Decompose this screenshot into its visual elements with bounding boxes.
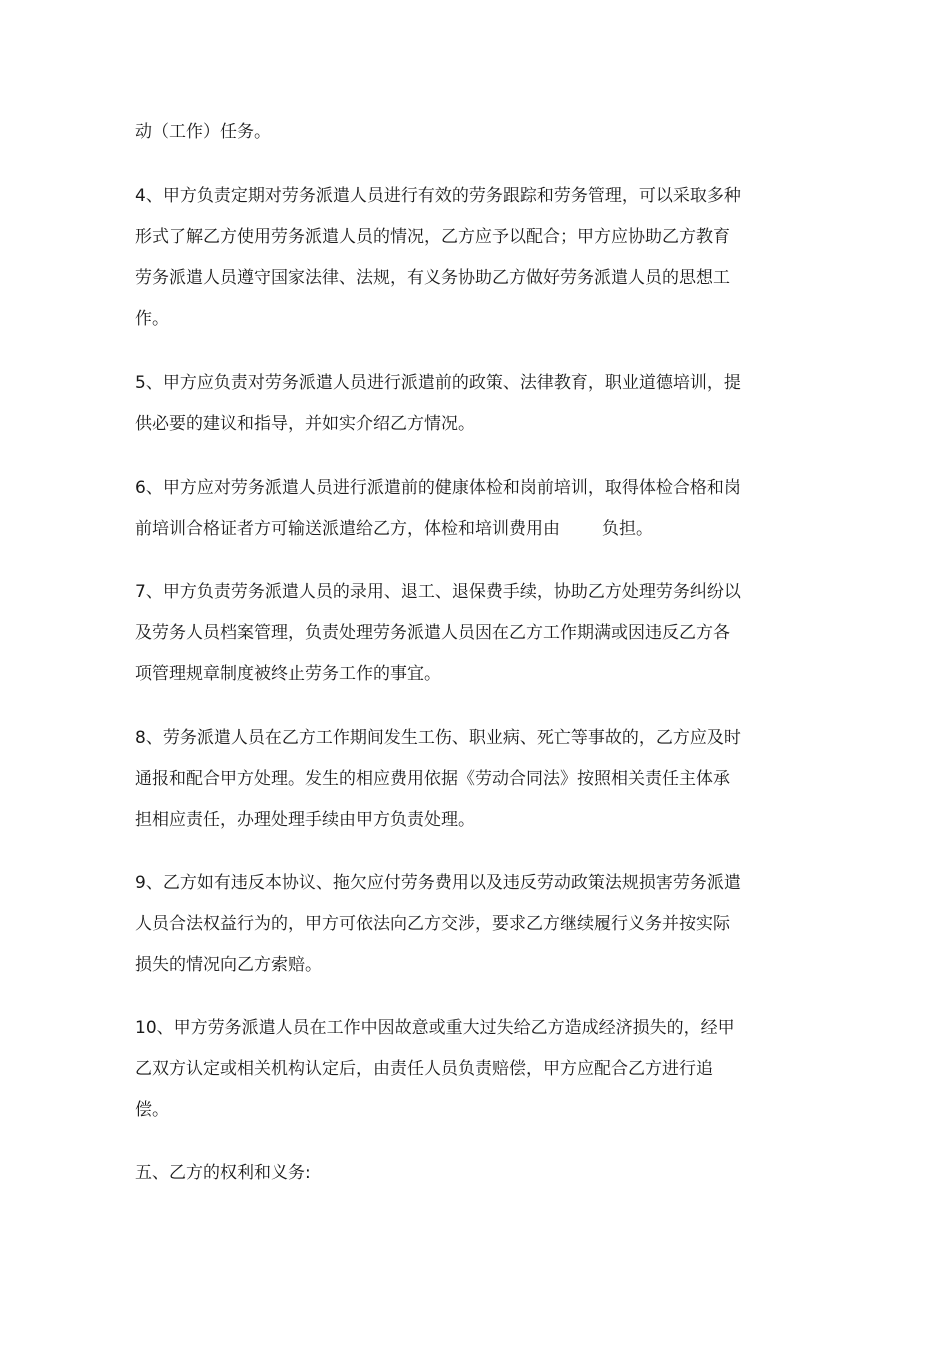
text-line: 8、劳务派遣人员在乙方工作期间发生工伤、职业病、死亡等事故的，乙方应及时 [135, 728, 741, 748]
heading-text: 五、乙方的权利和义务: [135, 1163, 311, 1183]
text-line: 9、乙方如有违反本协议、拖欠应付劳务费用以及违反劳动政策法规损害劳务派遣 [135, 873, 741, 893]
clause-10 [135, 1008, 775, 1131]
clause-7 [135, 572, 775, 695]
text-line: 形式了解乙方使用劳务派遣人员的情况，乙方应予以配合；甲方应协助乙方教育 [135, 227, 730, 247]
clause-4 [135, 176, 775, 340]
text-line: 10、甲方劳务派遣人员在工作中因故意或重大过失给乙方造成经济损失的，经甲 [135, 1018, 735, 1038]
text-after-blank: 负担。 [602, 519, 653, 539]
text-line: 项管理规章制度被终止劳务工作的事宜。 [135, 664, 441, 684]
text-line: 损失的情况向乙方索赔。 [135, 955, 322, 975]
text-line: 人员合法权益行为的，甲方可依法向乙方交涉，要求乙方继续履行义务并按实际 [135, 914, 730, 934]
text-line: 4、甲方负责定期对劳务派遣人员进行有效的劳务跟踪和劳务管理，可以采取多种 [135, 186, 741, 206]
text-line: 动（工作）任务。 [135, 122, 271, 142]
text-line: 5、甲方应负责对劳务派遣人员进行派遣前的政策、法律教育，职业道德培训，提 [135, 373, 741, 393]
paragraph-continuation [135, 112, 775, 153]
text-line: 7、甲方负责劳务派遣人员的录用、退工、退保费手续，协助乙方处理劳务纠纷以 [135, 582, 741, 602]
clause-5 [135, 363, 775, 445]
text-line: 劳务派遣人员遵守国家法律、法规，有义务协助乙方做好劳务派遣人员的思想工 [135, 268, 730, 288]
section-heading-5 [135, 1153, 775, 1194]
text-line: 供必要的建议和指导，并如实介绍乙方情况。 [135, 414, 475, 434]
text-line: 通报和配合甲方处理。发生的相应费用依据《劳动合同法》按照相关责任主体承 [135, 769, 730, 789]
text-line: 乙双方认定或相关机构认定后，由责任人员负责赔偿，甲方应配合乙方进行追 [135, 1059, 713, 1079]
clause-6 [135, 468, 775, 550]
text-line: 担相应责任，办理处理手续由甲方负责处理。 [135, 810, 475, 830]
text-line [135, 509, 775, 550]
clause-8 [135, 718, 775, 841]
text-line: 作。 [135, 309, 169, 329]
text-line: 及劳务人员档案管理，负责处理劳务派遣人员因在乙方工作期满或因违反乙方各 [135, 623, 730, 643]
clause-9 [135, 863, 775, 986]
text-line: 6、甲方应对劳务派遣人员进行派遣前的健康体检和岗前培训，取得体检合格和岗 [135, 478, 741, 498]
text-before-blank: 前培训合格证者方可输送派遣给乙方，体检和培训费用由 [135, 519, 560, 539]
text-line: 偿。 [135, 1100, 169, 1120]
